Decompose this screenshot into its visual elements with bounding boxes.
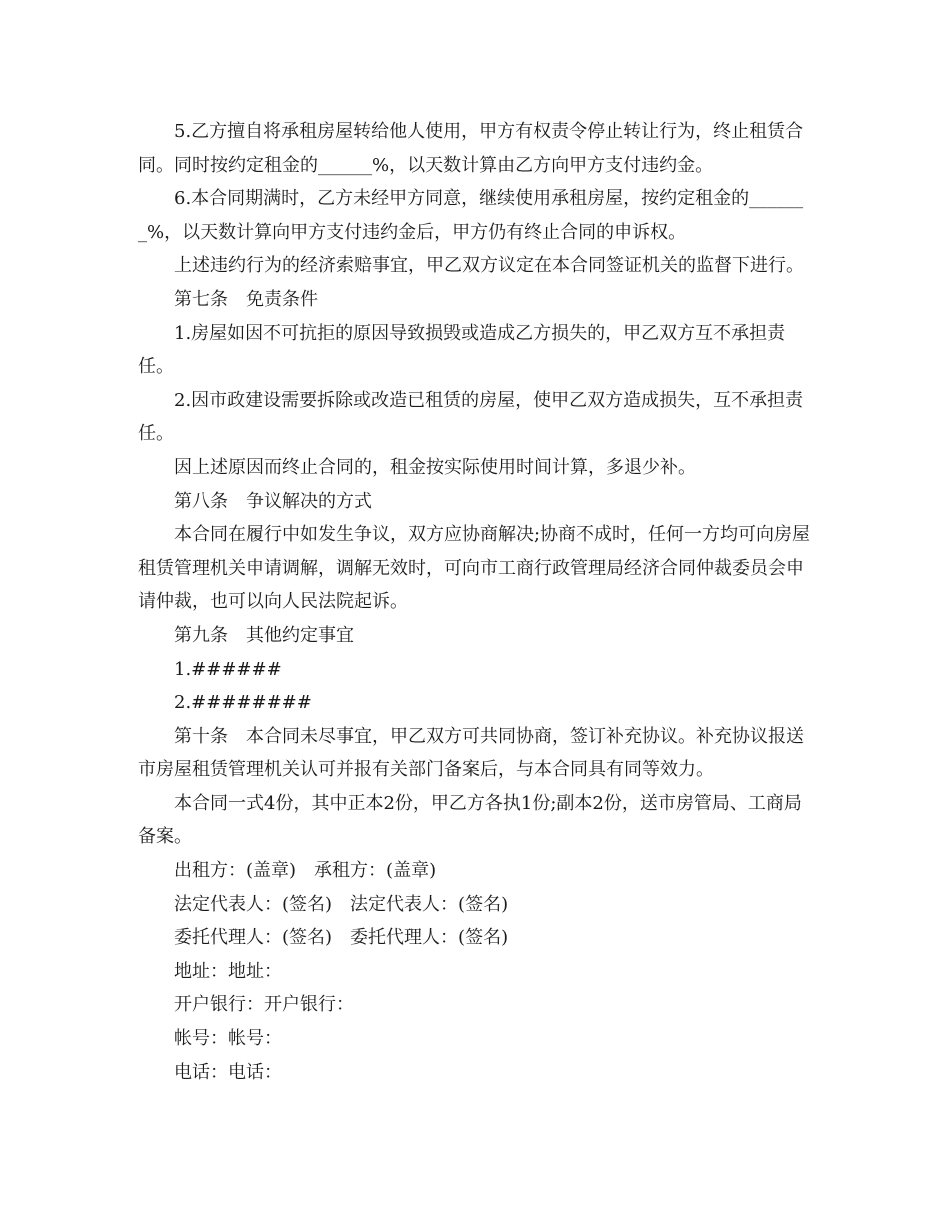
phone-line: 电话：电话： (174, 1061, 282, 1083)
paragraph-breach-overstay: 6.本合同期满时，乙方未经甲方同意，继续使用承租房屋，按约定租金的_______%，以天数计算向甲方支付违约金后，甲方仍有终止合同的申诉权。 (138, 188, 804, 243)
article-8-heading: 第八条 争议解决的方式 (174, 490, 372, 512)
article-7-heading: 第七条 免责条件 (174, 288, 318, 310)
address-line: 地址：地址： (174, 960, 282, 982)
paragraph-demolition: 2.因市政建设需要拆除或改造已租赁的房屋，使甲乙双方造成损失，互不承担责任。 (138, 389, 804, 445)
paragraph-rent-settlement: 因上述原因而终止合同的，租金按实际使用时间计算，多退少补。 (174, 456, 696, 478)
signature-legal-rep-line: 法定代表人：(签名) 法定代表人：(签名) (174, 893, 509, 915)
account-line: 帐号：帐号： (174, 1028, 282, 1050)
bank-line: 开户银行：开户银行： (174, 994, 354, 1016)
paragraph-force-majeure: 1.房屋如因不可抗拒的原因导致损毁或造成乙方损失的，甲乙双方互不承担责任。 (138, 322, 786, 378)
paragraph-breach-supervision: 上述违约行为的经济索赔事宜，甲乙双方议定在本合同签证机关的监督下进行。 (174, 255, 804, 277)
signature-seal-line: 出租方：(盖章) 承租方：(盖章) (174, 860, 437, 882)
article-9-heading: 第九条 其他约定事宜 (174, 624, 354, 646)
other-item-2: 2.######## (174, 692, 312, 714)
paragraph-dispute-resolution: 本合同在履行中如发生争议，双方应协商解决;协商不成时，任何一方均可向房屋租赁管理机关申请调解，调解无效时，可向市工商行政管理局经济合同仲裁委员会申请仲裁，也可以向人民法院起诉。 (138, 524, 811, 613)
paragraph-breach-sublease: 5.乙方擅自将承租房屋转给他人使用，甲方有权责令停止转让行为，终止租赁合同。同时按约定租金的______%，以天数计算由乙方向甲方支付违约金。 (138, 121, 804, 176)
document-body (138, 115, 818, 1089)
signature-agent-line: 委托代理人：(签名) 委托代理人：(签名) (174, 927, 509, 949)
paragraph-copies: 本合同一式4份，其中正本2份，甲乙方各执1份;副本2份，送市房管局、工商局备案。 (138, 792, 802, 848)
other-item-1: 1.###### (174, 658, 282, 680)
article-10-paragraph: 第十条 本合同未尽事宜，甲乙双方可共同协商，签订补充协议。补充协议报送市房屋租赁管理机关认可并报有关部门备案后，与本合同具有同等效力。 (138, 725, 804, 781)
